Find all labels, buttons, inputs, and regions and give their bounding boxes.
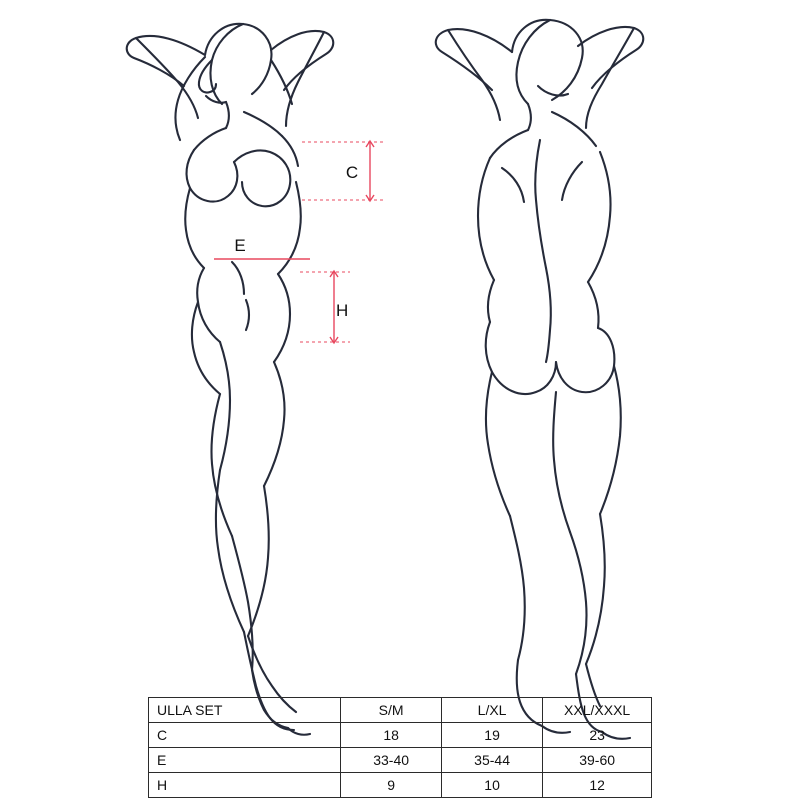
cell-h-xxl: 12 <box>543 773 652 798</box>
table-header-size-xxl: XXL/XXXL <box>543 698 652 723</box>
row-label-c: C <box>149 723 341 748</box>
cell-c-sm: 18 <box>341 723 442 748</box>
cell-h-sm: 9 <box>341 773 442 798</box>
cell-e-lxl: 35-44 <box>441 748 542 773</box>
measure-label-chest: C <box>345 163 359 182</box>
table-row <box>149 723 652 748</box>
size-table <box>148 697 652 798</box>
back-view-female-silhouette <box>436 20 644 739</box>
table-header-title: ULLA SET <box>149 698 341 723</box>
measure-guide-hips <box>300 271 350 343</box>
measure-label-hips: H <box>336 301 349 320</box>
table-row <box>149 748 652 773</box>
table-header-size-lxl: L/XL <box>441 698 542 723</box>
row-label-e: E <box>149 748 341 773</box>
front-view-female-silhouette <box>127 24 334 735</box>
table-header-size-sm: S/M <box>341 698 442 723</box>
cell-c-xxl: 23 <box>543 723 652 748</box>
row-label-h: H <box>149 773 341 798</box>
cell-e-xxl: 39-60 <box>543 748 652 773</box>
measure-guide-chest <box>302 141 386 201</box>
measurement-guides <box>214 141 386 343</box>
cell-c-lxl: 19 <box>441 723 542 748</box>
table-header-row <box>149 698 652 723</box>
measure-label-waist: E <box>234 236 246 255</box>
table-row <box>149 773 652 798</box>
cell-e-sm: 33-40 <box>341 748 442 773</box>
size-table-container <box>148 697 652 798</box>
cell-h-lxl: 10 <box>441 773 542 798</box>
